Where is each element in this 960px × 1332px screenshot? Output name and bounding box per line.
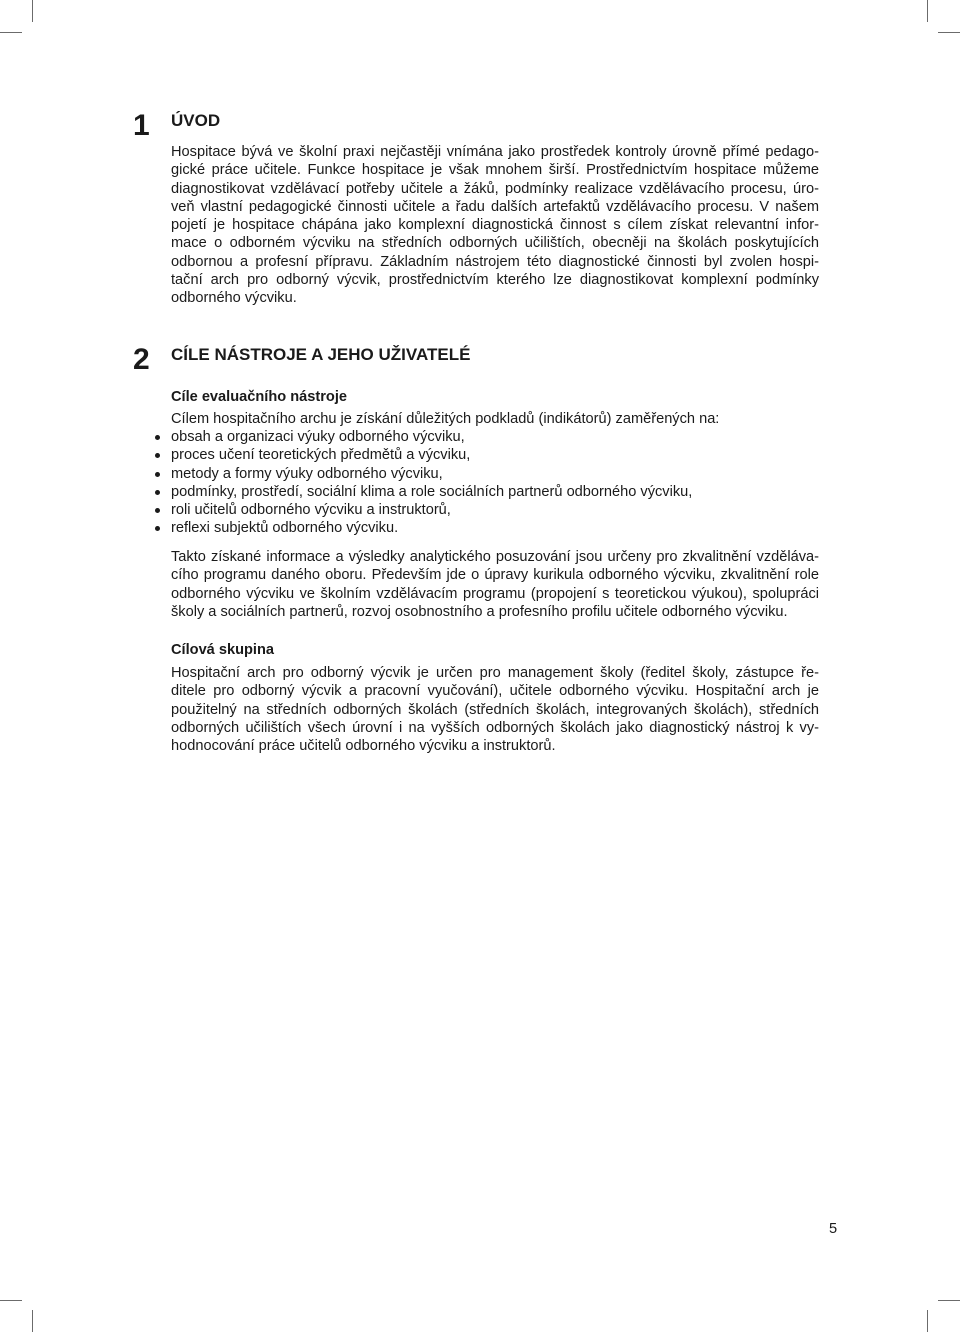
bullet-icon [155,526,160,531]
text-line: pojetí je hospitace chápána jako komplexní diagnostická činnost s cílem získat relevantní infor- [171,217,819,234]
target-group-paragraph [171,664,819,755]
text-line: Takto získané informace a výsledky analytického posuzování jsou určeny pro zkvalitnění vzděláva- [171,549,819,565]
section-number: 1 [133,109,150,142]
list-item-text: metody a formy výuky odborného výcviku, [171,465,443,482]
section-number: 2 [133,343,150,376]
text-line: odborného výcviku ve školním vzdělávacím programu (propojení s teoretickou výukou), spolupráci [171,585,819,602]
text-line: ditele pro odborný výcvik a pracovní vyučování), učitele odborného výcviku. Hospitační arch je [171,683,819,700]
text-line: Hospitace bývá ve školní praxi nejčastěji vnímána jako prostředek kontroly úrovně přímé pedago- [171,144,819,160]
text-line: veň vlastní pedagogické činnosti učitele a řadu dalších artefaktů vzdělávacího procesu. V našem [171,198,819,215]
text-line: gické práce učitele. Funkce hospitace je však mnohem širší. Prostřednictvím hospitace můžeme [171,162,819,179]
section-title: ÚVOD [171,111,221,130]
text-line: použitelný na středních odborných školách (středních školách, integrovaných školách), středních [171,701,819,718]
goals-list [155,428,692,538]
text-line: odborných učilištích všech úrovní i na vyšších odborných školách jako diagnostický nástroj k vy- [171,719,819,736]
crop-mark [32,0,33,22]
crop-mark [0,32,22,33]
text-line: odborného výcviku. [171,290,297,307]
subsection-heading: Cílová skupina [171,642,274,658]
crop-mark [938,32,960,33]
bullet-icon [155,435,160,440]
text-line: diagnostikovat vzdělávací potřeby učitele a žáků, podmínky realizace vzdělávacího procesu, úro- [171,180,819,197]
text-line: Cílem hospitačního archu je získání důležitých podkladů (indikátorů) zaměřených na: [171,411,720,427]
crop-mark [32,1310,33,1332]
text-line: školy a sociálních partnerů, rozvoj osobnostního a profesního profilu učitele odborného výcviku. [171,603,788,620]
list-item-text: proces učení teoretických předmětů a výcviku, [171,447,471,464]
list-item-text: podmínky, prostředí, sociální klima a role sociálních partnerů odborného výcviku, [171,483,693,500]
list-item-text: reflexi subjektů odborného výcviku. [171,520,399,537]
subsection-heading: Cíle evaluačního nástroje [171,389,347,405]
list-item [155,428,692,446]
page-number: 5 [829,1221,838,1237]
intro-paragraph [171,143,819,308]
text-line: tační arch pro odborný výcvik, prostřednictvím kterého lze diagnostikovat komplexní podmínky [171,272,819,289]
crop-mark [927,0,928,22]
crop-mark [0,1300,22,1301]
text-line: mace o odborném výcviku na středních odborných učilištích, obecněji na školách poskytujících [171,235,819,252]
list-item [155,483,692,501]
list-item-text: roli učitelů odborného výcviku a instruktorů, [171,502,451,519]
crop-mark [927,1310,928,1332]
crop-mark [938,1300,960,1301]
text-line: Hospitační arch pro odborný výcvik je určen pro management školy (ředitel školy, zástupce ře- [171,665,819,681]
bullet-icon [155,453,160,458]
list-item [155,465,692,483]
text-line: hodnocování práce učitelů odborného výcviku a instruktorů. [171,738,556,755]
bullet-icon [155,472,160,477]
bullet-icon [155,508,160,513]
section-title: CÍLE NÁSTROJE A JEHO UŽIVATELÉ [171,345,471,364]
text-line: odbornou a profesní přípravu. Základním nástrojem této diagnostické činnosti byl zvolen hospi- [171,253,819,270]
list-item [155,446,692,464]
list-item [155,501,692,519]
text-line: cího programu daného oboru. Především jde o úpravy kurikula odborného výcviku, zkvalitnění role [171,567,819,584]
list-item-text: obsah a organizaci výuky odborného výcviku, [171,429,465,445]
list-item [155,519,692,537]
goals-intro [171,410,819,428]
goals-paragraph [171,548,819,621]
bullet-icon [155,490,160,495]
